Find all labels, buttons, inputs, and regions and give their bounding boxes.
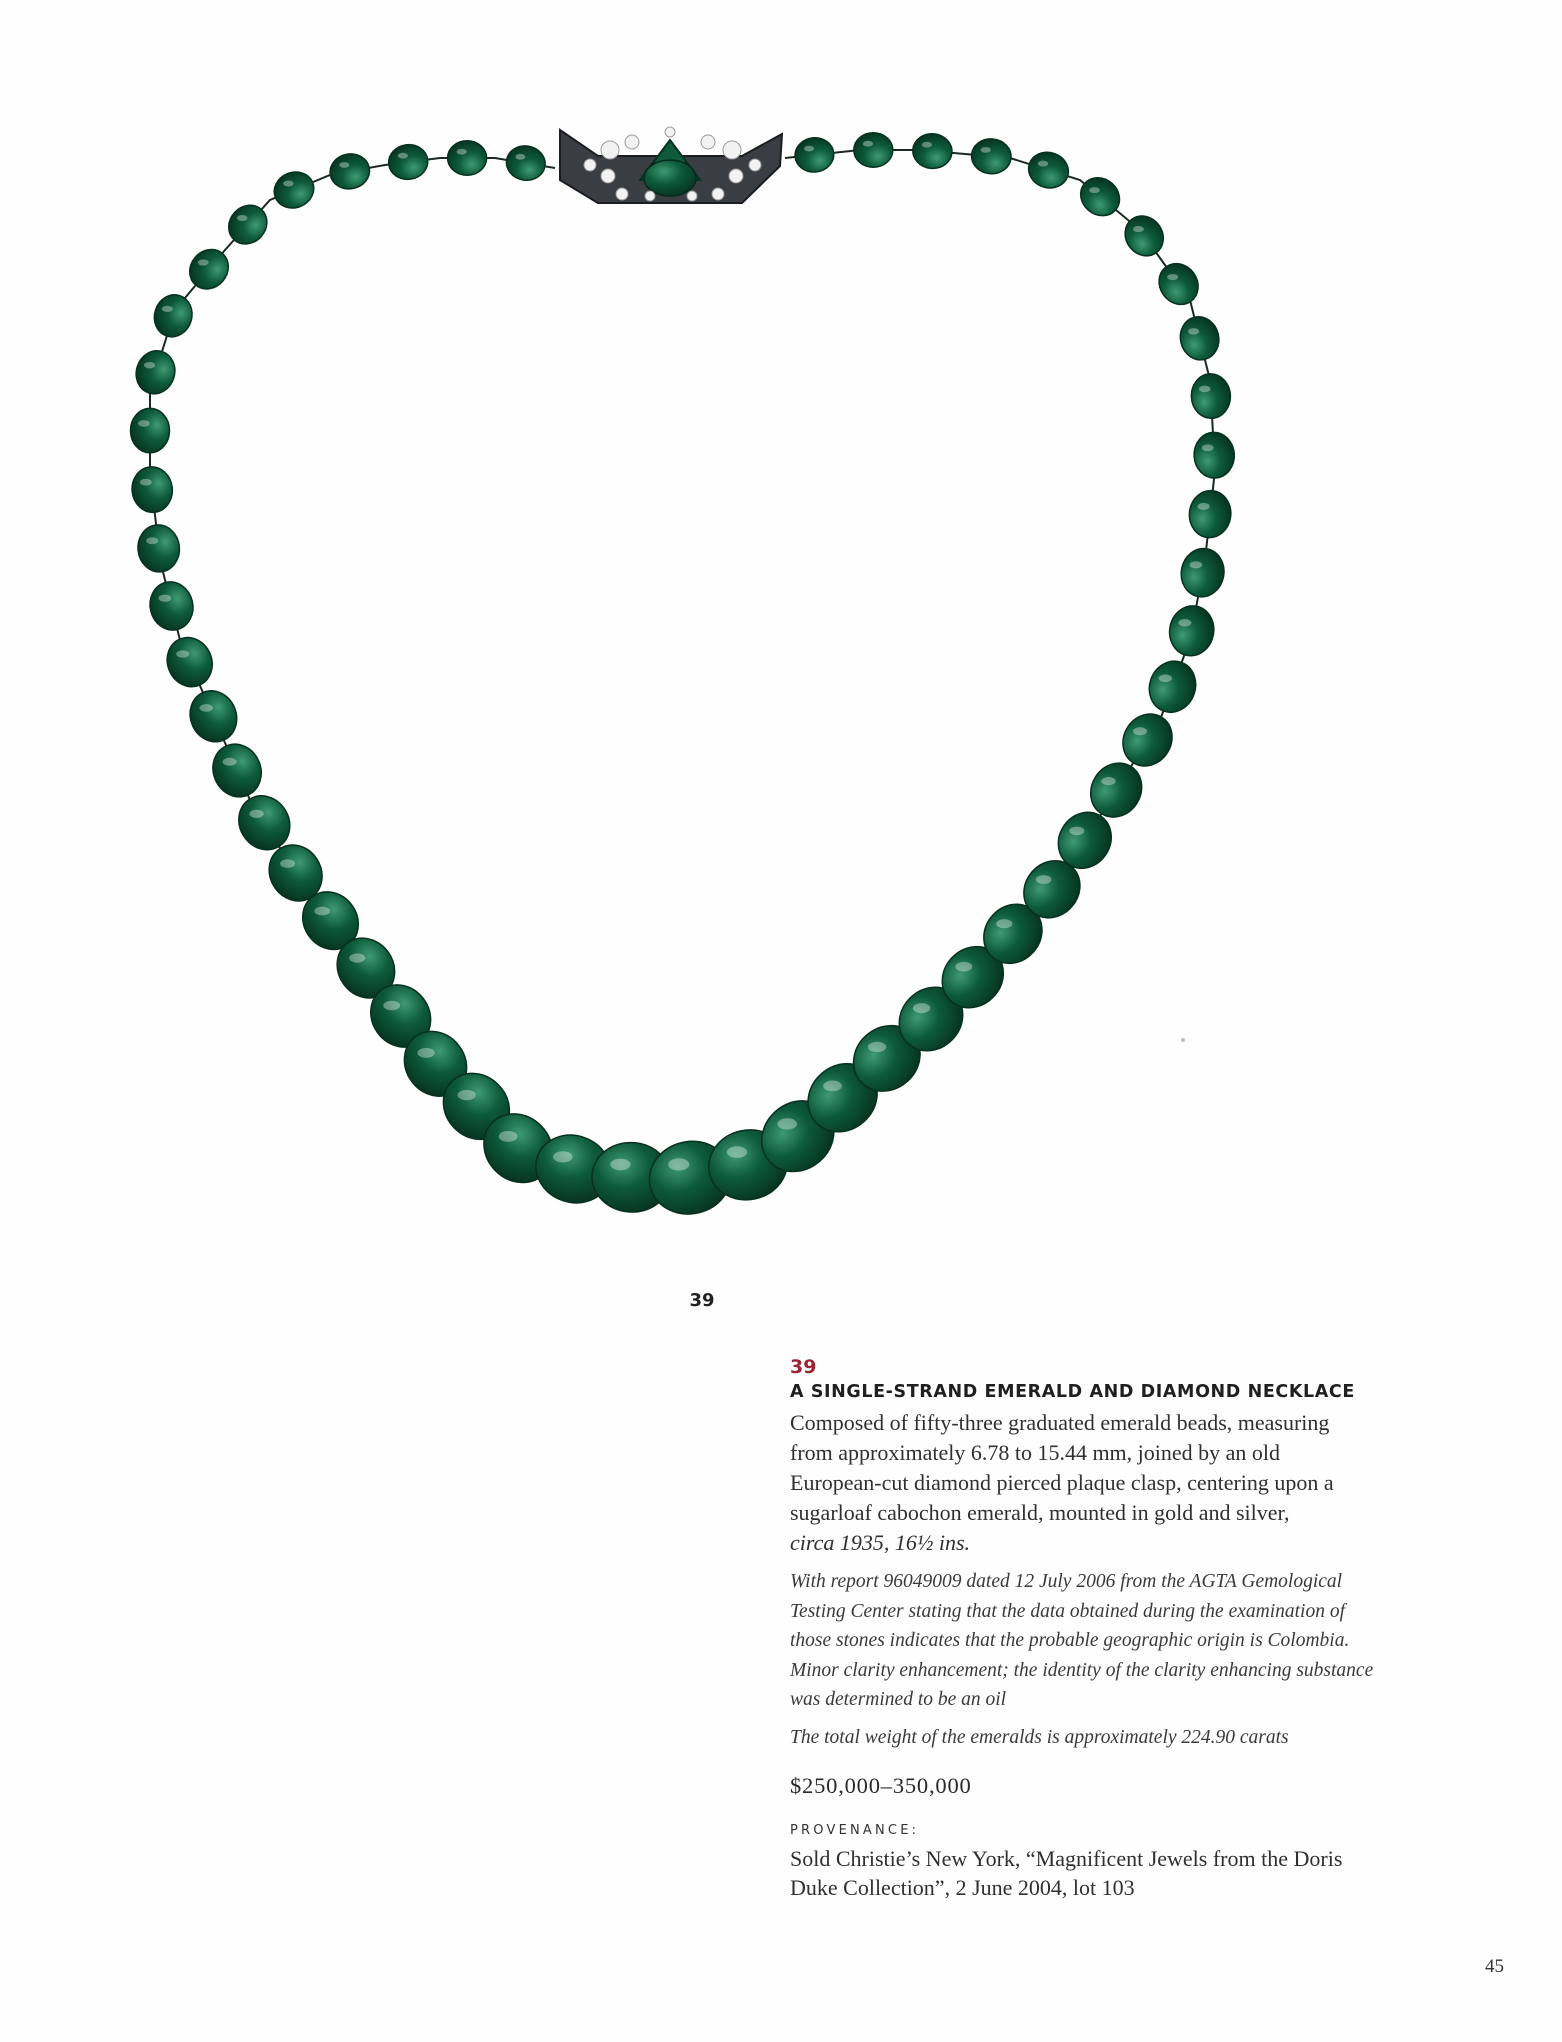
emerald-bead xyxy=(1151,256,1206,312)
report-line: those stones indicates that the probable geographic origin is Colombia. xyxy=(790,1630,1350,1651)
description-line: European-cut diamond pierced plaque clasp, centering upon a xyxy=(790,1470,1334,1495)
report-line: Minor clarity enhancement; the identity of the clarity enhancing substance xyxy=(790,1659,1374,1681)
provenance-line: Sold Christie’s New York, “Magnificent Jewels from the Doris xyxy=(790,1845,1343,1871)
emerald-bead xyxy=(970,137,1013,175)
emerald-bead xyxy=(1142,654,1203,719)
emerald-bead xyxy=(130,465,175,515)
emerald-bead xyxy=(387,142,430,181)
emerald-bead xyxy=(149,290,197,342)
lot-entry xyxy=(790,1356,1450,1902)
emerald-bead xyxy=(136,523,182,574)
emerald-bead xyxy=(160,630,220,693)
estimate: $250,000–350,000 xyxy=(790,1772,972,1798)
description-line: sugarloaf cabochon emerald, mounted in gold and silver, xyxy=(790,1500,1290,1525)
lot-description xyxy=(790,1408,1450,1558)
lot-title: A SINGLE-STRAND EMERALD AND DIAMOND NECKLACE xyxy=(790,1382,1355,1402)
emerald-bead xyxy=(205,736,270,804)
description-date-length: circa 1935, 16½ ins. xyxy=(790,1530,971,1555)
weight-note: The total weight of the emeralds is approximately 224.90 carats xyxy=(790,1726,1289,1748)
report-line: With report 96049009 dated 12 July 2006 from the AGTA Gemological xyxy=(790,1571,1343,1592)
emerald-bead xyxy=(1187,488,1233,539)
emerald-bead xyxy=(182,242,236,297)
emerald-bead xyxy=(131,346,180,399)
provenance-text xyxy=(790,1844,1450,1902)
emerald-bead xyxy=(327,151,372,192)
emerald-bead xyxy=(131,408,170,452)
emerald-bead xyxy=(911,132,953,170)
emerald-bead xyxy=(1177,545,1228,600)
speck xyxy=(1181,1038,1185,1042)
description-line: Composed of fifty-three graduated emerald beads, measuring xyxy=(790,1410,1330,1435)
emerald-bead xyxy=(793,136,835,174)
report-line: Testing Center stating that the data obtained during the examination of xyxy=(790,1600,1346,1622)
emerald-bead xyxy=(448,141,487,175)
page-number: 45 xyxy=(1485,1956,1504,1977)
description-line: from approximately 6.78 to 15.44 mm, joined by an old xyxy=(790,1440,1281,1465)
emerald-bead xyxy=(182,683,245,749)
emerald-bead xyxy=(1165,602,1217,659)
lot-number: 39 xyxy=(790,1356,817,1378)
provenance-label: PROVENANCE: xyxy=(790,1822,920,1838)
emerald-bead xyxy=(1193,431,1236,479)
necklace-string xyxy=(150,150,1215,1180)
emerald-bead xyxy=(1190,373,1231,420)
emerald-bead xyxy=(854,133,893,167)
emerald-bead xyxy=(221,197,275,251)
emerald-bead xyxy=(269,166,320,214)
provenance-line: Duke Collection”, 2 June 2004, lot 103 xyxy=(790,1874,1135,1900)
emerald-bead xyxy=(145,577,198,634)
emerald-bead xyxy=(1024,147,1073,193)
emerald-bead xyxy=(1176,313,1224,364)
figure-number: 39 xyxy=(689,1290,715,1311)
emerald-bead xyxy=(504,143,548,183)
emerald-bead xyxy=(1073,170,1127,224)
gemological-report xyxy=(790,1567,1450,1715)
diamond-plaque-clasp xyxy=(560,127,782,203)
report-line: was determined to be an oil xyxy=(790,1689,1007,1710)
